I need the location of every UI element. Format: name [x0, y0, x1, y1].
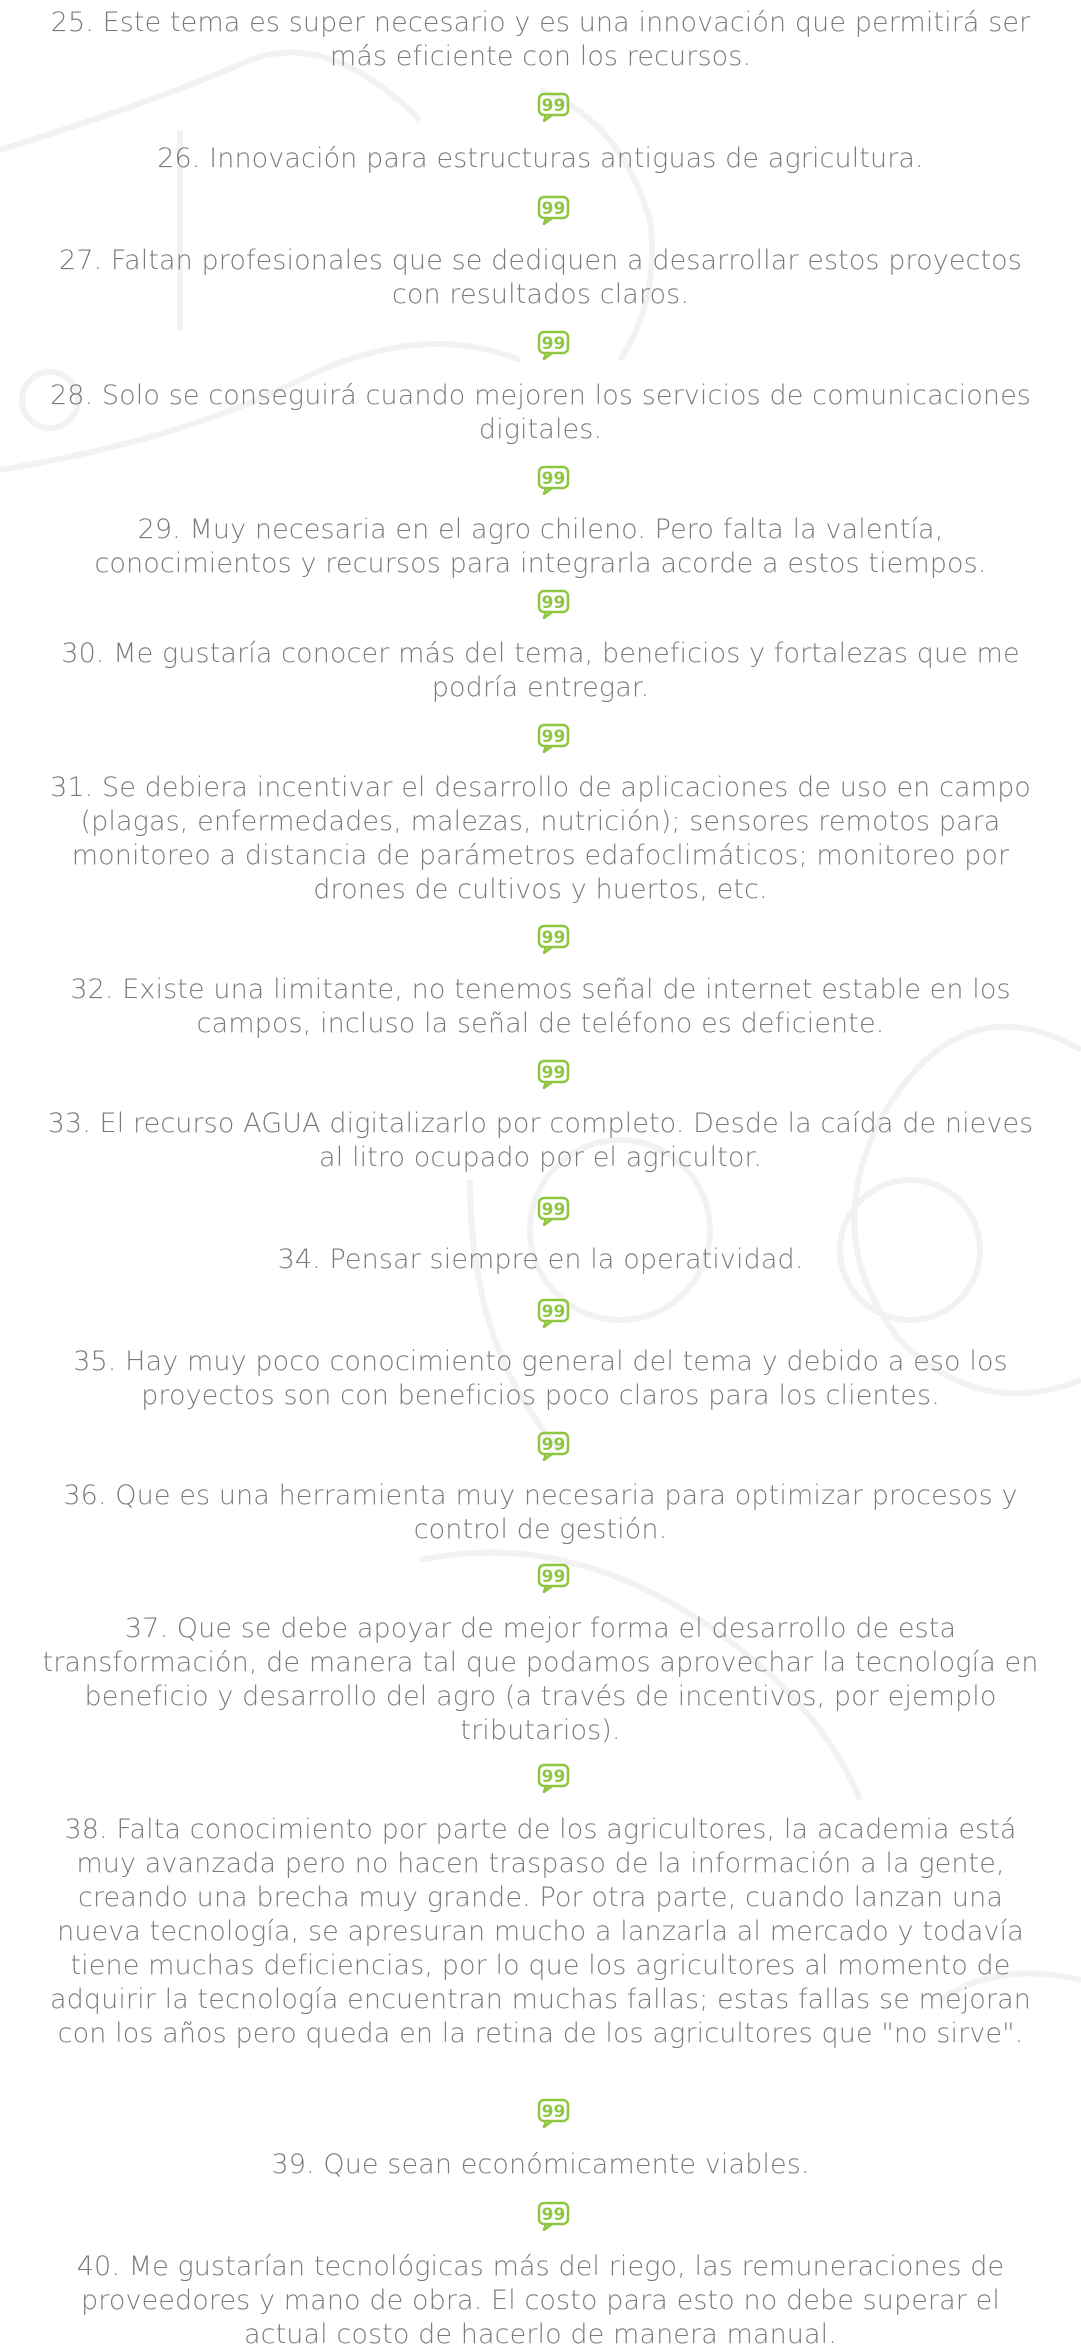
quote-bubble-icon [537, 1196, 570, 1226]
svg-text:99: 99 [541, 199, 566, 219]
quote-bubble-icon [537, 195, 570, 225]
svg-text:99: 99 [541, 928, 566, 948]
comment-text: 27. Faltan profesionales que se dediquen a desarrollar estos proyectos con resultados claros. [59, 245, 1022, 310]
quote-bubble-icon [537, 723, 570, 753]
list-item [40, 637, 1041, 705]
list-item [40, 1612, 1041, 1748]
comment-text: 25. Este tema es super necesario y es una innovación que permitirá ser más eficiente con los recursos. [50, 7, 1031, 72]
comment-text: 31. Se debiera incentivar el desarrollo de aplicaciones de uso en campo (plagas, enfermedades, malezas, nutrición); sensores remotos para monitoreo a distancia de parámetros edafoclimáticos; monitoreo por drones de cultivos y huertos, etc. [50, 772, 1031, 905]
comment-text: 35. Hay muy poco conocimiento general del tema y debido a eso los proyectos son con beneficios poco claros para los clientes. [73, 1346, 1008, 1411]
svg-text:99: 99 [541, 727, 566, 747]
list-item [40, 2148, 1041, 2182]
comment-text: 29. Muy necesaria en el agro chileno. Pero falta la valentía, conocimientos y recursos para integrarla acorde a estos tiempos. [94, 514, 987, 579]
svg-text:99: 99 [541, 96, 566, 116]
quote-bubble-icon [537, 92, 570, 122]
comment-text: 26. Innovación para estructuras antiguas de agricultura. [157, 143, 924, 174]
svg-text:99: 99 [541, 469, 566, 489]
comment-text: 32. Existe una limitante, no tenemos señal de internet estable en los campos, incluso la señal de teléfono es deficiente. [70, 974, 1011, 1039]
svg-text:99: 99 [541, 1767, 566, 1787]
list-item [40, 142, 1041, 176]
comment-text: 34. Pensar siempre en la operatividad. [277, 1244, 804, 1275]
comment-text: 39. Que sean económicamente viables. [271, 2149, 810, 2180]
comment-text: 40. Me gustarían tecnológicas más del riego, las remuneraciones de proveedores y mano de obra. El costo para esto no debe superar el actual costo de hacerlo de manera manual. [76, 2251, 1005, 2350]
comment-text: 36. Que es una herramienta muy necesaria para optimizar procesos y control de gestión. [63, 1480, 1018, 1545]
list-item [40, 379, 1041, 447]
list-item [40, 1243, 1041, 1277]
comment-text: 37. Que se debe apoyar de mejor forma el desarrollo de esta transformación, de manera tal que podamos aprovechar la tecnología en beneficio y desarrollo del agro (a través de incentivos, por ejemplo tributarios). [42, 1613, 1039, 1746]
quote-bubble-icon [537, 1563, 570, 1593]
svg-text:99: 99 [541, 1435, 566, 1455]
svg-text:99: 99 [541, 593, 566, 613]
list-item [40, 2250, 1041, 2352]
quote-bubble-icon [537, 2201, 570, 2231]
list-item [40, 973, 1041, 1041]
quote-bubble-icon [537, 330, 570, 360]
svg-text:99: 99 [541, 1200, 566, 1220]
comment-text: 33. El recurso AGUA digitalizarlo por completo. Desde la caída de nieves al litro ocupado por el agricultor. [47, 1108, 1034, 1173]
list-item [40, 1813, 1041, 2051]
comment-text: 28. Solo se conseguirá cuando mejoren los servicios de comunicaciones digitales. [50, 380, 1031, 445]
list-item [40, 513, 1041, 581]
list-item [40, 1345, 1041, 1413]
list-item [40, 1479, 1041, 1547]
list-item [40, 6, 1041, 74]
svg-text:99: 99 [541, 1567, 566, 1587]
svg-text:99: 99 [541, 1063, 566, 1083]
svg-text:99: 99 [541, 334, 566, 354]
svg-text:99: 99 [541, 2205, 566, 2225]
svg-text:99: 99 [541, 2102, 566, 2122]
quote-bubble-icon [537, 2098, 570, 2128]
quote-bubble-icon [537, 1059, 570, 1089]
quote-bubble-icon [537, 1431, 570, 1461]
comment-text: 30. Me gustaría conocer más del tema, beneficios y fortalezas que me podría entregar. [61, 638, 1020, 703]
quote-bubble-icon [537, 1763, 570, 1793]
list-item [40, 771, 1041, 907]
svg-text:99: 99 [541, 1302, 566, 1322]
comment-text: 38. Falta conocimiento por parte de los agricultores, la academia está muy avanzada pero no hacen traspaso de la información a la gente, creando una brecha muy grande. Por otra parte, cuando lanzan una nueva tecnología, se apresuran mucho a lanzarla al mercado y todavía tiene muchas deficiencias, por lo que los agricultores al momento de adquirir la tecnología encuentran muchas fallas; estas fallas se mejoran con los años pero queda en la retina de los agricultores que "no sirve". [50, 1814, 1031, 2049]
list-item [40, 244, 1041, 312]
quote-bubble-icon [537, 465, 570, 495]
quote-bubble-icon [537, 1298, 570, 1328]
quote-bubble-icon [537, 589, 570, 619]
list-item [40, 1107, 1041, 1175]
quote-bubble-icon [537, 924, 570, 954]
